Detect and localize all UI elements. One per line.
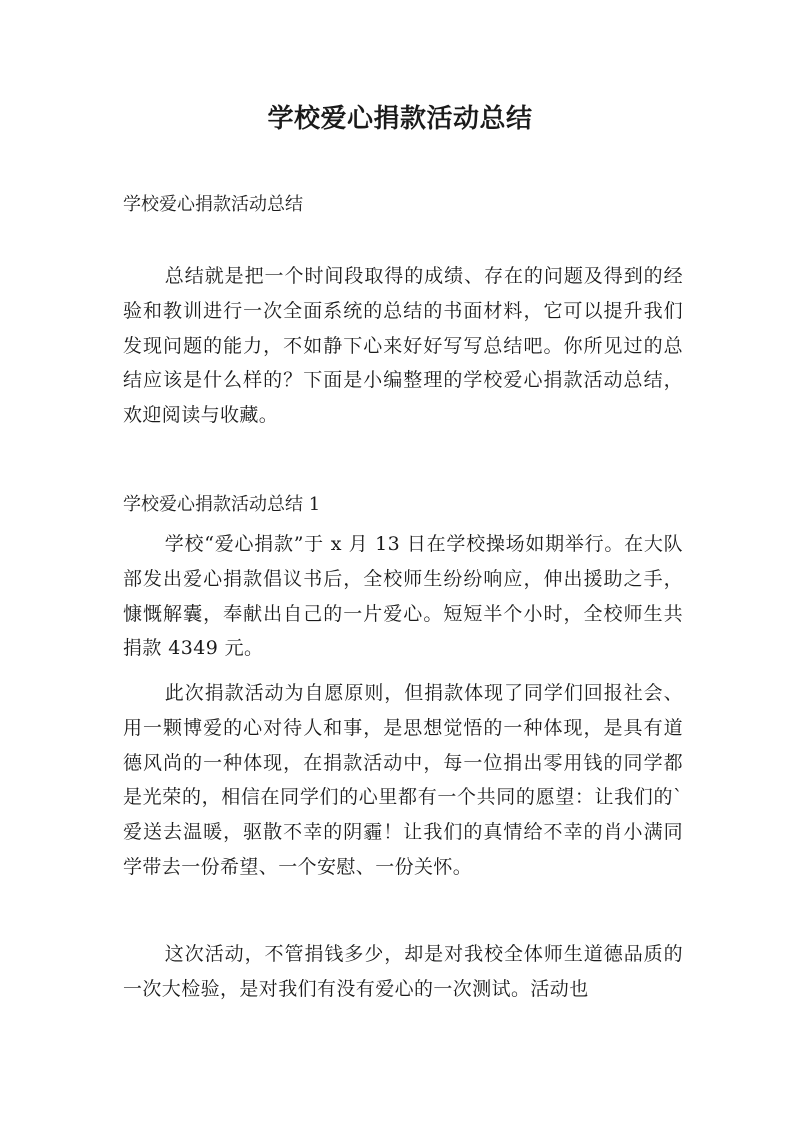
section-heading: 学校爱心捐款活动总结 1	[123, 494, 321, 515]
intro-paragraph: 总结就是把一个时间段取得的成绩、存在的问题及得到的经验和教训进行一次全面系统的总结的书面材料，它可以提升我们发现问题的能力，不如静下心来好好写写总结吧。你所见过的总结应该是什么样的？下面是小编整理的学校爱心捐款活动总结，欢迎阅读与收藏。	[123, 265, 683, 427]
body-paragraph-3: 这次活动，不管捐钱多少，却是对我校全体师生道德品质的一次大检验，是对我们有没有爱心的一次测试。活动也	[123, 943, 683, 1000]
body-paragraph-1: 学校“爱心捐款”于 x 月 13 日在学校操场如期举行。在大队部发出爱心捐款倡议书后，全校师生纷纷响应，伸出援助之手，慷慨解囊，奉献出自己的一片爱心。短短半个小时，全校师生共捐款 4349 元。	[123, 533, 683, 660]
document-title: 学校爱心捐款活动总结	[267, 104, 533, 134]
document-subtitle: 学校爱心捐款活动总结	[123, 194, 303, 215]
body-paragraph-2: 此次捐款活动为自愿原则，但捐款体现了同学们回报社会、用一颗博爱的心对待人和事，是思想觉悟的一种体现，是具有道德风尚的一种体现，在捐款活动中，每一位捐出零用钱的同学都是光荣的，相信在同学们的心里都有一个共同的愿望：让我们的`爱送去温暖，驱散不幸的阴霾！让我们的真情给不幸的肖小满同学带去一份希望、一个安慰、一份关怀。	[123, 682, 683, 878]
